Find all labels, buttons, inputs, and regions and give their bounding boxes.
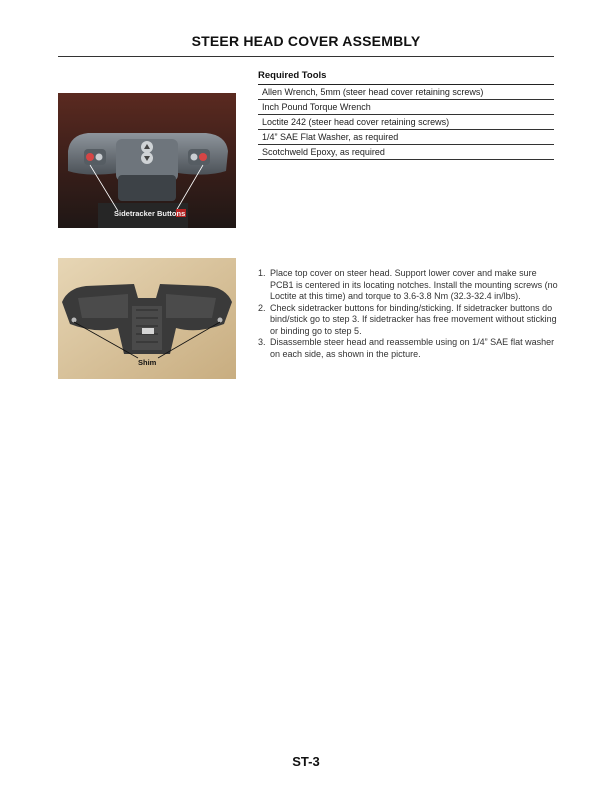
title-divider: [58, 56, 554, 57]
page-number: ST-3: [292, 754, 320, 769]
shim-caption: Shim: [138, 358, 157, 367]
procedure-steps: [258, 268, 558, 360]
step-number: 3.: [258, 337, 266, 347]
tool-item: Scotchweld Epoxy, as required: [258, 145, 554, 160]
procedure-step: [258, 268, 558, 303]
required-tools-section: [258, 70, 554, 160]
step-text: Place top cover on steer head. Support lower cover and make sure PCB1 is centered in its locating notches. Install the mounting screws (no Loctite at this time) and torque to 3.6-3.8 Nm (32.3-32.4 in/lbs).: [270, 268, 558, 301]
step-text: Check sidetracker buttons for binding/sticking. If sidetracker buttons do bind/stick go to step 3. If sidetracker has free movement without sticking or binding go to step 5.: [270, 302, 557, 336]
required-tools-list: [258, 84, 554, 160]
tool-item: Inch Pound Torque Wrench: [258, 100, 554, 115]
procedure-step: [258, 337, 558, 360]
procedure-step: [258, 303, 558, 338]
step-text: Disassemble steer head and reassemble using on 1/4” SAE flat washer on each side, as shown in the picture.: [270, 337, 555, 359]
required-tools-heading: Required Tools: [258, 70, 327, 81]
tool-item: Allen Wrench, 5mm (steer head cover retaining screws): [258, 85, 554, 100]
shim-photo: [58, 258, 236, 379]
tool-item: Loctite 242 (steer head cover retaining screws): [258, 115, 554, 130]
sidetracker-buttons-caption: Sidetracker Buttons: [114, 209, 186, 218]
step-number: 2.: [258, 302, 266, 313]
step-number: 1.: [258, 268, 266, 278]
tool-item: 1/4” SAE Flat Washer, as required: [258, 130, 554, 145]
sidetracker-buttons-photo: [58, 93, 236, 228]
page-title: STEER HEAD COVER ASSEMBLY: [191, 33, 421, 49]
